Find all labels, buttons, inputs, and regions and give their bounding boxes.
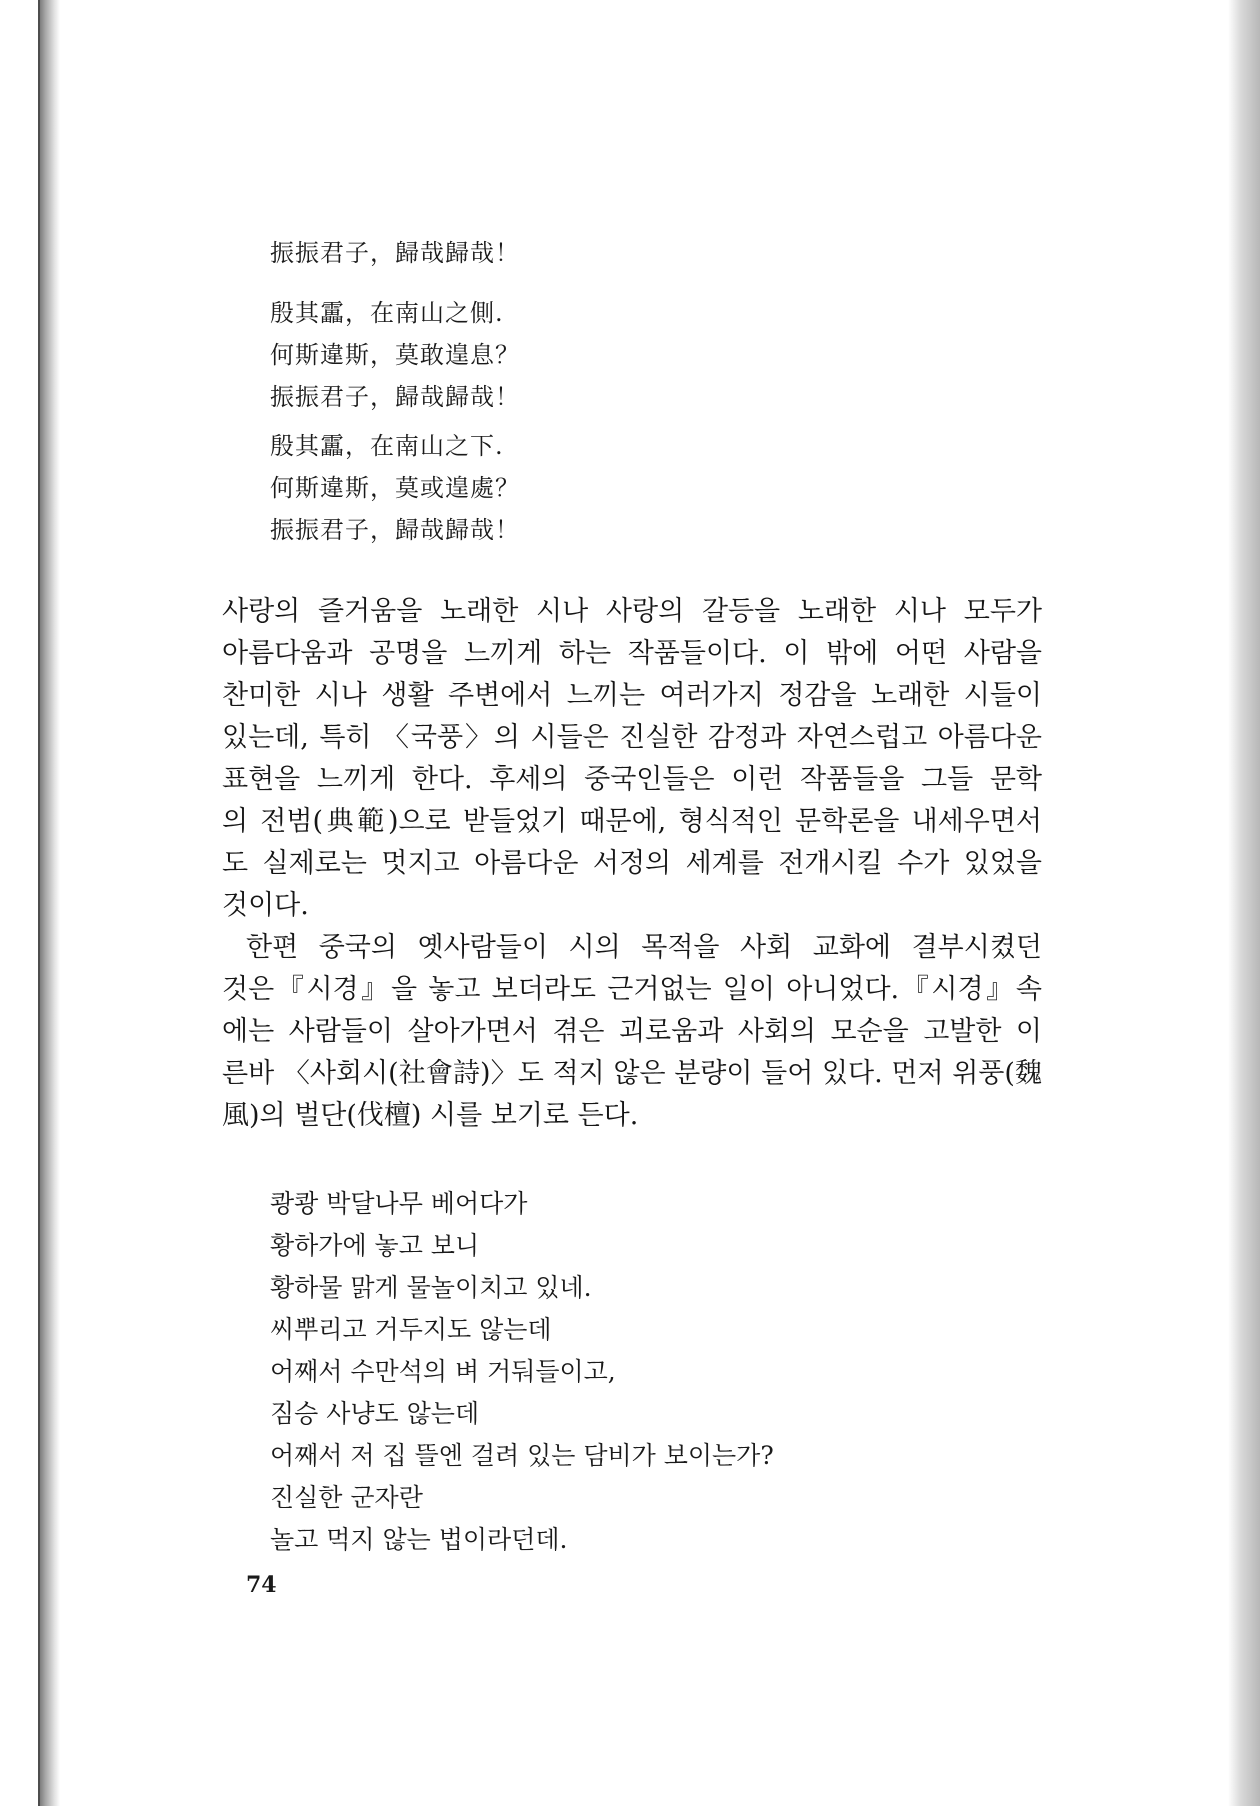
hanja-poem-stanza-3: [270, 425, 520, 551]
text-line: 한편 중국의 옛사람들이 시의 목적을 사회 교화에 결부시켰던: [246, 932, 1042, 963]
poem-line: 振振君子，歸哉歸哉！: [270, 383, 520, 411]
poem-line: 어째서 수만석의 벼 거둬들이고,: [270, 1357, 616, 1386]
text-line: 도 실제로는 멋지고 아름다운 서정의 세계를 전개시킬 수가 있었을: [222, 848, 1042, 879]
text-line: 것이다.: [222, 890, 309, 921]
poem-line: 황하가에 놓고 보니: [270, 1231, 480, 1260]
poem-line: 놀고 먹지 않는 법이라던데.: [270, 1525, 568, 1554]
text-line: 찬미한 시나 생활 주변에서 느끼는 여러가지 정감을 노래한 시들이: [222, 680, 1042, 711]
poem-line: 씨뿌리고 거두지도 않는데: [270, 1315, 552, 1344]
poem-line: 황하물 맑게 물놀이치고 있네.: [270, 1273, 592, 1302]
book-spine-shadow: [38, 0, 60, 1806]
poem-line: 振振君子，歸哉歸哉！: [270, 239, 520, 267]
body-paragraph-2: [222, 927, 1042, 1137]
poem-line: 殷其靁，在南山之側.: [270, 299, 504, 327]
text-line: 표현을 느끼게 한다. 후세의 중국인들은 이런 작품들을 그들 문학: [222, 764, 1042, 795]
poem-line: 쾅쾅 박달나무 베어다가: [270, 1189, 528, 1218]
page-number: 74: [246, 1572, 277, 1598]
text-line: 의 전범(典範)으로 받들었기 때문에, 형식적인 문학론을 내세우면서: [222, 806, 1042, 837]
text-line: 있는데, 특히 〈국풍〉의 시들은 진실한 감정과 자연스럽고 아름다운: [222, 722, 1042, 753]
book-left-border: [38, 0, 40, 1806]
text-line: 사랑의 즐거움을 노래한 시나 사랑의 갈등을 노래한 시나 모두가: [222, 596, 1042, 627]
hanja-poem-stanza-1: [270, 232, 520, 274]
poem-line: 어째서 저 집 뜰엔 걸려 있는 담비가 보이는가?: [270, 1441, 774, 1470]
poem-line: 殷其靁，在南山之下.: [270, 432, 504, 460]
text-line: 아름다움과 공명을 느끼게 하는 작품들이다. 이 밖에 어떤 사람을: [222, 638, 1042, 669]
text-line: 것은『시경』을 놓고 보더라도 근거없는 일이 아니었다.『시경』속: [222, 974, 1042, 1005]
poem-line: 何斯違斯，莫或遑處？: [270, 474, 520, 502]
text-line: 른바 〈사회시(社會詩)〉도 적지 않은 분량이 들어 있다. 먼저 위풍(魏: [222, 1058, 1042, 1089]
poem-line: 振振君子，歸哉歸哉！: [270, 516, 520, 544]
poem-line: 진실한 군자란: [270, 1483, 423, 1512]
text-line: 風)의 벌단(伐檀) 시를 보기로 든다.: [222, 1100, 639, 1131]
poem-line: 짐승 사냥도 않는데: [270, 1399, 480, 1428]
hanja-poem-stanza-2: [270, 292, 520, 418]
body-paragraph-1: [222, 591, 1042, 927]
page-right-edge-shadow: [1228, 0, 1260, 1806]
korean-poem: [270, 1183, 774, 1561]
poem-line: 何斯違斯，莫敢遑息？: [270, 341, 520, 369]
text-line: 에는 사람들이 살아가면서 겪은 괴로움과 사회의 모순을 고발한 이: [222, 1016, 1042, 1047]
